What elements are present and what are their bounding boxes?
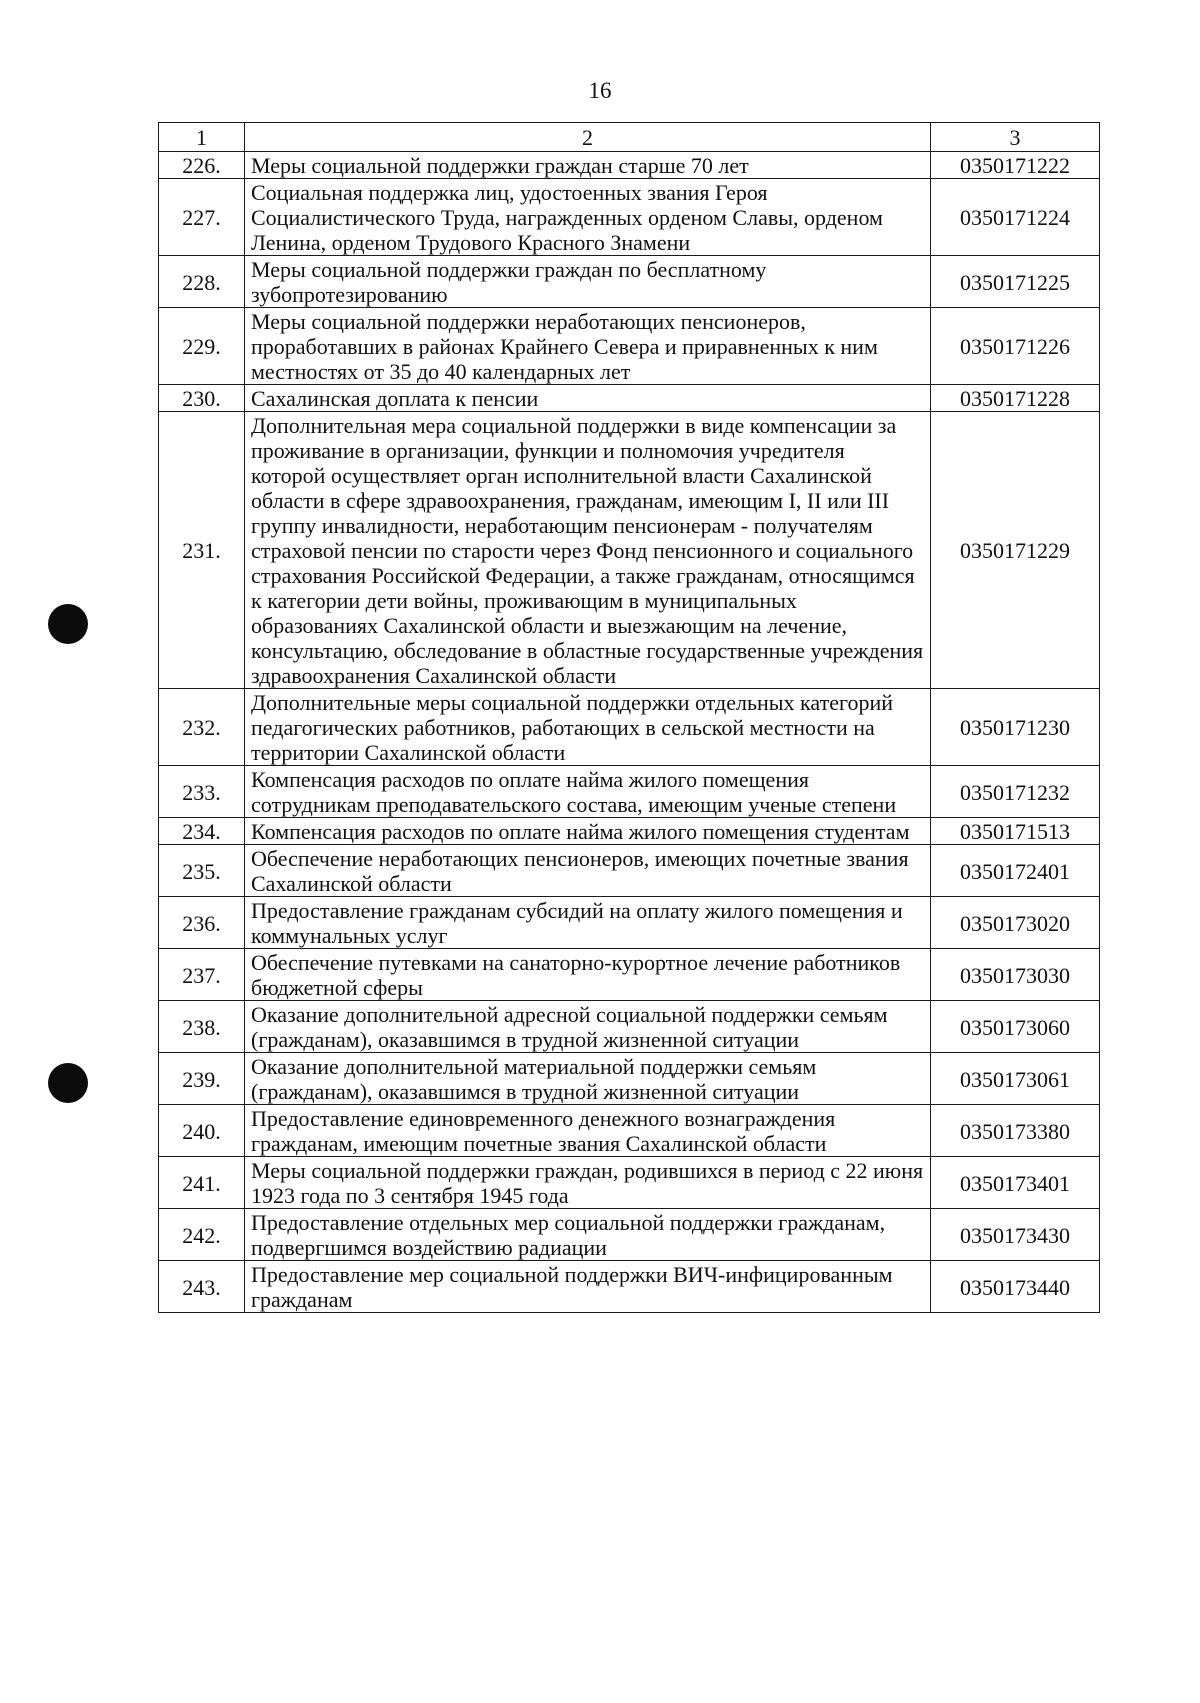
table-row	[159, 689, 1100, 766]
row-code: 0350173030	[931, 949, 1100, 1001]
row-code: 0350171228	[931, 385, 1100, 412]
row-name: Предоставление мер социальной поддержки ВИЧ-инфицированным гражданам	[245, 1261, 931, 1313]
table-row	[159, 385, 1100, 412]
row-number: 242.	[159, 1209, 245, 1261]
row-code: 0350173430	[931, 1209, 1100, 1261]
row-code: 0350171230	[931, 689, 1100, 766]
table-body	[159, 152, 1100, 1313]
row-name: Оказание дополнительной адресной социальной поддержки семьям (гражданам), оказавшимся в трудной жизненной ситуации	[245, 1001, 931, 1053]
row-name: Предоставление единовременного денежного вознаграждения гражданам, имеющим почетные звания Сахалинской области	[245, 1105, 931, 1157]
row-number: 240.	[159, 1105, 245, 1157]
row-number: 238.	[159, 1001, 245, 1053]
row-name: Социальная поддержка лиц, удостоенных звания Героя Социалистического Труда, награжденных орденом Славы, орденом Ленина, орденом Трудового Красного Знамени	[245, 179, 931, 256]
table-row	[159, 766, 1100, 818]
row-number: 229.	[159, 308, 245, 385]
row-name: Меры социальной поддержки граждан, родившихся в период с 22 июня 1923 года по 3 сентября 1945 года	[245, 1157, 931, 1209]
punch-hole	[48, 1063, 88, 1103]
column-header-code: 3	[931, 123, 1100, 152]
row-number: 236.	[159, 897, 245, 949]
row-number: 243.	[159, 1261, 245, 1313]
row-name: Дополнительные меры социальной поддержки отдельных категорий педагогических работников, работающих в сельской местности на территории Сахалинской области	[245, 689, 931, 766]
row-code: 0350171226	[931, 308, 1100, 385]
row-number: 226.	[159, 152, 245, 179]
table-row	[159, 949, 1100, 1001]
table-row	[159, 412, 1100, 689]
row-code: 0350173440	[931, 1261, 1100, 1313]
table-row	[159, 818, 1100, 845]
row-number: 239.	[159, 1053, 245, 1105]
row-code: 0350173380	[931, 1105, 1100, 1157]
row-name: Предоставление отдельных мер социальной поддержки гражданам, подвергшимся воздействию радиации	[245, 1209, 931, 1261]
page-number: 16	[588, 78, 612, 103]
row-name: Обеспечение неработающих пенсионеров, имеющих почетные звания Сахалинской области	[245, 845, 931, 897]
row-code: 0350172401	[931, 845, 1100, 897]
row-name: Сахалинская доплата к пенсии	[245, 385, 931, 412]
row-number: 241.	[159, 1157, 245, 1209]
budget-codes-table	[158, 122, 1100, 1313]
table-row	[159, 897, 1100, 949]
row-number: 234.	[159, 818, 245, 845]
table-row	[159, 1261, 1100, 1313]
row-name: Оказание дополнительной материальной поддержки семьям (гражданам), оказавшимся в трудной жизненной ситуации	[245, 1053, 931, 1105]
row-number: 233.	[159, 766, 245, 818]
table-row	[159, 1105, 1100, 1157]
row-number: 232.	[159, 689, 245, 766]
row-number: 230.	[159, 385, 245, 412]
row-number: 235.	[159, 845, 245, 897]
row-name: Компенсация расходов по оплате найма жилого помещения сотрудникам преподавательского состава, имеющим ученые степени	[245, 766, 931, 818]
column-header-name: 2	[245, 123, 931, 152]
row-code: 0350171222	[931, 152, 1100, 179]
row-number: 237.	[159, 949, 245, 1001]
row-name: Предоставление гражданам субсидий на оплату жилого помещения и коммунальных услуг	[245, 897, 931, 949]
table-row	[159, 1001, 1100, 1053]
column-header-number: 1	[159, 123, 245, 152]
row-code: 0350171225	[931, 256, 1100, 308]
row-code: 0350171513	[931, 818, 1100, 845]
row-name: Меры социальной поддержки граждан старше 70 лет	[245, 152, 931, 179]
row-number: 228.	[159, 256, 245, 308]
table-row	[159, 179, 1100, 256]
row-code: 0350173020	[931, 897, 1100, 949]
row-code: 0350171224	[931, 179, 1100, 256]
row-code: 0350173061	[931, 1053, 1100, 1105]
row-code: 0350173060	[931, 1001, 1100, 1053]
table-row	[159, 256, 1100, 308]
row-number: 227.	[159, 179, 245, 256]
row-name: Компенсация расходов по оплате найма жилого помещения студентам	[245, 818, 931, 845]
table-row	[159, 152, 1100, 179]
row-name: Меры социальной поддержки неработающих пенсионеров, проработавших в районах Крайнего Севера и приравненных к ним местностях от 35 до 40 календарных лет	[245, 308, 931, 385]
row-code: 0350173401	[931, 1157, 1100, 1209]
row-name: Дополнительная мера социальной поддержки в виде компенсации за проживание в организации, функции и полномочия учредителя которой осуществляет орган исполнительной власти Сахалинской области в сфере здравоохранения, гражданам, имеющим I, II или III группу инвалидности, неработающим пенсионерам - получателям страховой пенсии по старости через Фонд пенсионного и социального страхования Российской Федерации, а также гражданам, относящимся к категории дети войны, проживающим в муниципальных образованиях Сахалинской области и выезжающим на лечение, консультацию, обследование в областные государственные учреждения здравоохранения Сахалинской области	[245, 412, 931, 689]
row-code: 0350171229	[931, 412, 1100, 689]
table-header-row	[159, 123, 1100, 152]
table-row	[159, 1209, 1100, 1261]
punch-hole	[48, 604, 88, 644]
row-number: 231.	[159, 412, 245, 689]
row-code: 0350171232	[931, 766, 1100, 818]
row-name: Обеспечение путевками на санаторно-курортное лечение работников бюджетной сферы	[245, 949, 931, 1001]
table-row	[159, 1157, 1100, 1209]
table-row	[159, 308, 1100, 385]
table-row	[159, 1053, 1100, 1105]
table-row	[159, 845, 1100, 897]
row-name: Меры социальной поддержки граждан по бесплатному зубопротезированию	[245, 256, 931, 308]
